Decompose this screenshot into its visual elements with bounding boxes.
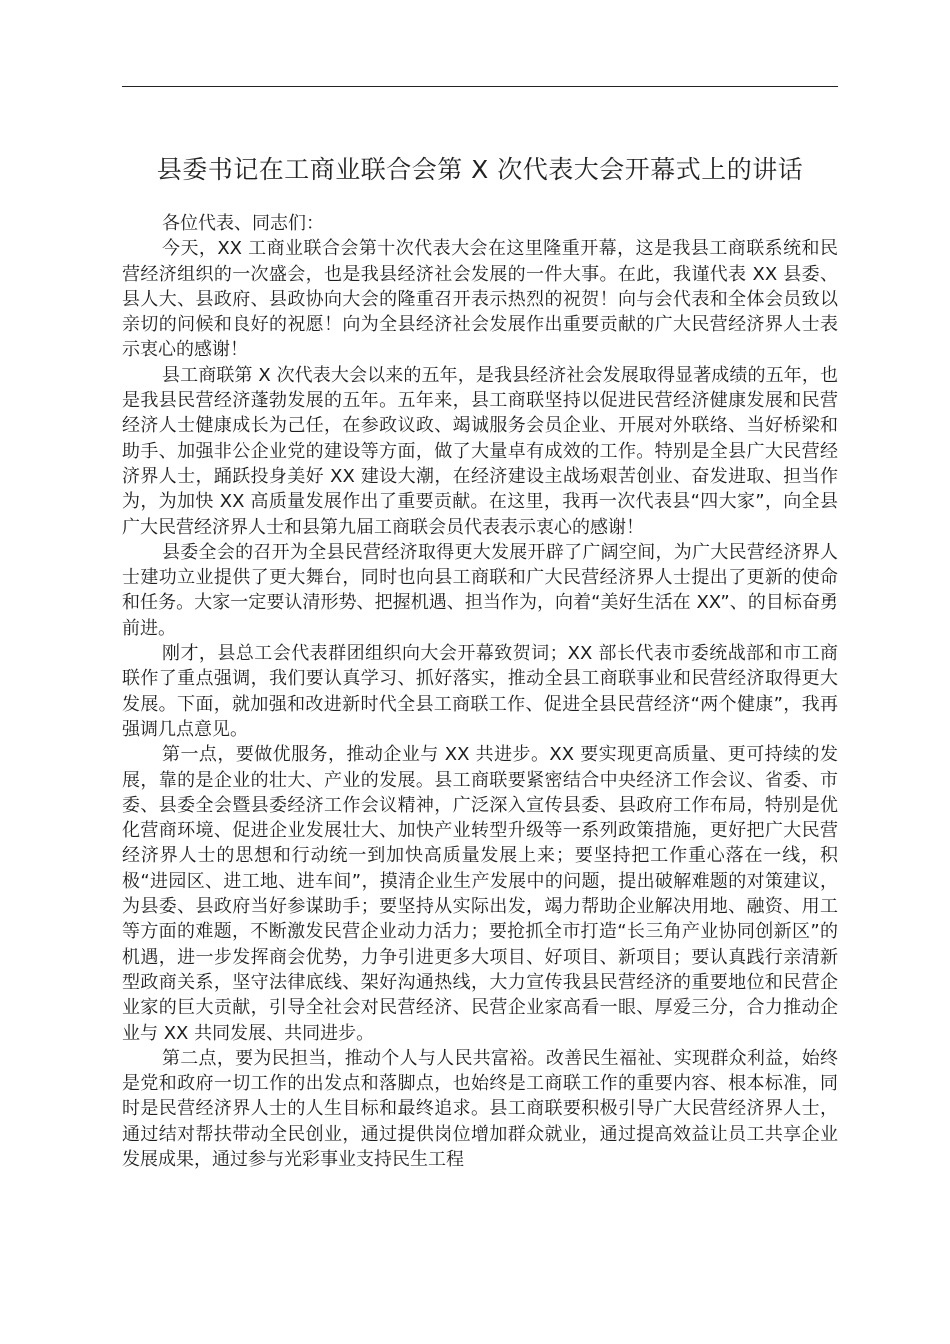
paragraph-plenary: 县委全会的召开为全县民营经济取得更大发展开辟了广阔空间，为广大民营经济界人士建功立业提供了更大舞台，同时也向县工商联和广大民营经济界人士提出了更新的使命和任务。大家一定要认清形势、把握机遇、担当作为，向着“美好生活在 XX”、的目标奋勇前进。 xyxy=(122,541,838,639)
paragraph-point-two: 第二点，要为民担当，推动个人与人民共富裕。改善民生福祉、实现群众利益，始终是党和政府一切工作的出发点和落脚点，也始终是工商联工作的重要内容、根本标准，同时是民营经济界人士的人生目标和最终追求。县工商联要积极引导广大民营经济界人士，通过结对帮扶带动全民创业，通过提供岗位增加群众就业，通过提高效益让员工共享企业发展成果，通过参与光彩事业支持民生工程 xyxy=(122,1047,838,1170)
paragraph-point-one: 第一点，要做优服务，推动企业与 XX 共进步。XX 要实现更高质量、更可持续的发展，靠的是企业的壮大、产业的发展。县工商联要紧密结合中央经济工作会议、省委、市委、县委全会暨县委经济工作会议精神，广泛深入宣传县委、县政府工作布局，特别是优化营商环境、促进企业发展壮大、加快产业转型升级等一系列政策措施，更好把广大民营经济界人士的思想和行动统一到加快高质量发展上来；要坚持把工作重心落在一线，积极“进园区、进工地、进车间”，摸清企业生产发展中的问题，提出破解难题的对策建议，为县委、县政府当好参谋助手；要坚持从实际出发，竭力帮助企业解决用地、融资、用工等方面的难题，不断激发民营企业动力活力；要抢抓全市打造“长三角产业协同创新区”的机遇，进一步发挥商会优势，力争引进更多大项目、好项目、新项目；要认真践行亲清新型政商关系，坚守法律底线、架好沟通热线，大力宣传我县民营经济的重要地位和民营企业家的巨大贡献，引导全社会对民营经济、民营企业家高看一眼、厚爱三分，合力推动企业与 XX 共同发展、共同进步。 xyxy=(122,744,838,1044)
paragraph-five-years: 县工商联第 X 次代表大会以来的五年，是我县经济社会发展取得显著成绩的五年，也是我县民营经济蓬勃发展的五年。五年来，县工商联坚持以促进民营经济健康发展和民营经济人士健康成长为己任，在参政议政、竭诚服务会员企业、开展对外联络、当好桥梁和助手、加强非公企业党的建设等方面，做了大量卓有成效的工作。特别是全县广大民营经济界人士，踊跃投身美好 XX 建设大潮，在经济建设主战场艰苦创业、奋发进取、担当作为，为加快 XX 高质量发展作出了重要贡献。在这里，我再一次代表县“四大家”，向全县广大民营经济界人士和县第九届工商联会员代表表示衷心的感谢！ xyxy=(122,364,838,538)
document-title: 县委书记在工商业联合会第 X 次代表大会开幕式上的讲话 xyxy=(156,155,804,184)
document-body xyxy=(122,211,838,1172)
paragraph-opening: 今天，XX 工商业联合会第十次代表大会在这里隆重开幕，这是我县工商联系统和民营经济组织的一次盛会，也是我县经济社会发展的一件大事。在此，我谨代表 XX 县委、县人大、县政府、县政协向大会的隆重召开表示热烈的祝贺！向与会代表和全体会员致以亲切的问候和良好的祝愿！向为全县经济社会发展作出重要贡献的广大民营经济界人士表示衷心的感谢！ xyxy=(122,238,838,361)
paragraph-congratulations: 刚才，县总工会代表群团组织向大会开幕致贺词；XX 部长代表市委统战部和市工商联作了重点强调，我们要认真学习、抓好落实，推动全县工商联事业和民营经济取得更大发展。下面，就加强和改进新时代全县工商联工作、促进全县民营经济“两个健康”，我再强调几点意见。 xyxy=(122,643,838,740)
header-rule xyxy=(122,86,838,87)
salutation: 各位代表、同志们： xyxy=(162,213,324,234)
